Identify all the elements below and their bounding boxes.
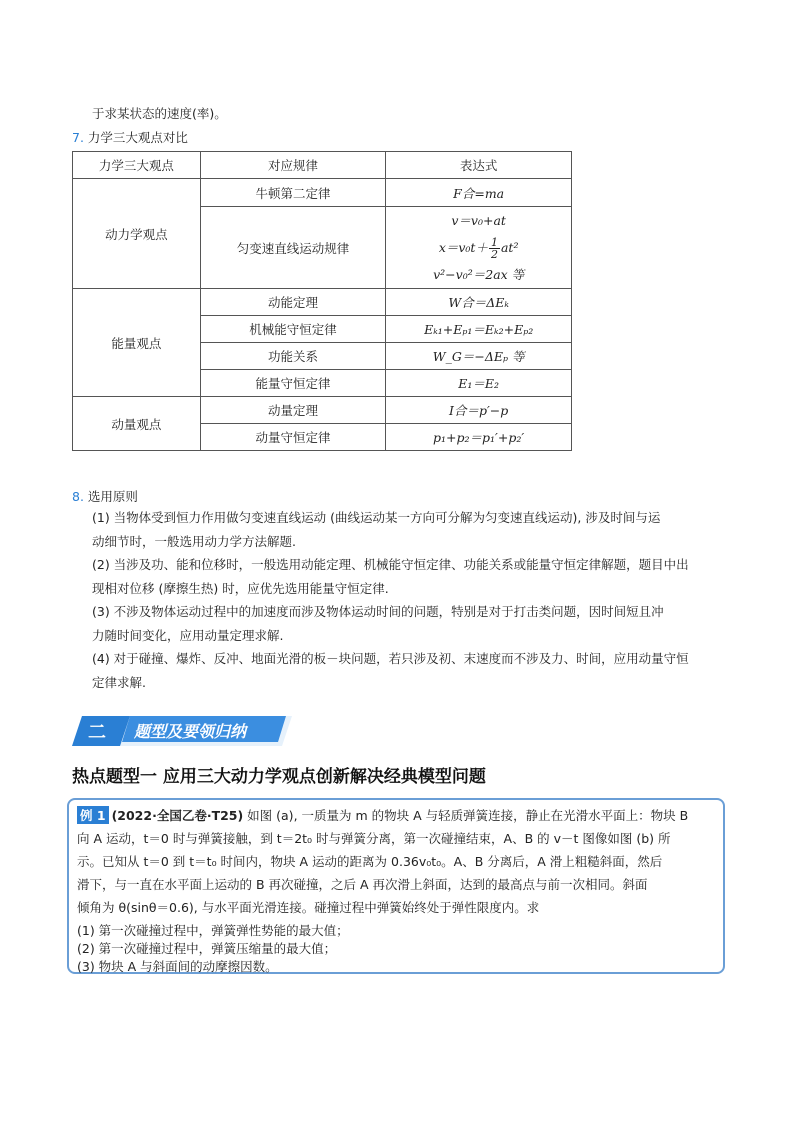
table-header: 表达式 — [386, 152, 572, 179]
fraction-denominator: 2 — [490, 248, 498, 261]
question-3: (3) 物块 A 与斜面间的动摩擦因数。 — [77, 959, 278, 974]
section-8-heading — [72, 487, 138, 505]
law-cell: 牛顿第二定律 — [200, 179, 386, 207]
formula-cell: Eₖ₁+Eₚ₁＝Eₖ₂+Eₚ₂ — [386, 316, 572, 343]
law-cell: 功能关系 — [200, 343, 386, 370]
table-header: 对应规律 — [200, 152, 386, 179]
paragraph-line: 定律求解. — [92, 674, 146, 690]
mechanics-viewpoints-table — [72, 151, 572, 451]
example-text: 倾角为 θ(sinθ＝0.6), 与水平面光滑连接。碰撞过程中弹簧始终处于弹性限度内。求 — [77, 900, 540, 915]
question-1: (1) 第一次碰撞过程中，弹簧弹性势能的最大值； — [77, 923, 349, 938]
continued-text: 于求某状态的速度(率)。 — [92, 106, 227, 121]
formula-cell — [386, 207, 572, 289]
table-row — [73, 289, 572, 316]
section-number: 7. — [72, 130, 84, 145]
principles-list — [92, 506, 712, 694]
example-first-line — [77, 806, 688, 824]
formula-part: at² — [500, 240, 519, 255]
law-cell: 动量定理 — [200, 397, 386, 424]
paragraph-line: 现相对位移 (摩擦生热) 时，应优先选用能量守恒定律. — [92, 580, 389, 596]
formula-cell: W合＝ΔEₖ — [386, 289, 572, 316]
formula-line: v＝v₀+at — [451, 213, 506, 228]
group-energy: 能量观点 — [73, 289, 201, 397]
banner-title: 题型及要领归纳 — [134, 722, 247, 741]
table-header: 力学三大观点 — [73, 152, 201, 179]
law-cell: 机械能守恒定律 — [200, 316, 386, 343]
example-text: 示。已知从 t＝0 到 t＝t₀ 时间内，物块 A 运动的距离为 0.36v₀t₀。A、B 分离后，A 滑上粗糙斜面，然后 — [77, 854, 663, 869]
section-banner — [72, 712, 292, 748]
section-number: 8. — [72, 489, 84, 504]
paragraph-line: (3) 不涉及物体运动过程中的加速度而涉及物体运动时间的问题，特别是对于打击类问题，因时间短且冲 — [92, 604, 664, 619]
example-text: 滑下，与一直在水平面上运动的 B 再次碰撞，之后 A 再次滑上斜面，达到的最高点与前一次相同。斜面 — [77, 877, 648, 892]
formula-line: v²−v₀²＝2ax 等 — [433, 267, 525, 282]
group-momentum: 动量观点 — [73, 397, 201, 451]
group-dynamics: 动力学观点 — [73, 179, 201, 289]
table-row — [73, 179, 572, 207]
example-box — [67, 798, 725, 974]
example-text: 如图 (a), 一质量为 m 的物块 A 与轻质弹簧连接，静止在光滑水平面上：物块 B — [243, 808, 689, 823]
example-source: (2022·全国乙卷·T25) — [111, 808, 244, 823]
paragraph-line: (2) 当涉及功、能和位移时，一般选用动能定理、机械能守恒定律、功能关系或能量守恒定律解题，题目中出 — [92, 557, 689, 572]
formula-cell: F合=ma — [386, 179, 572, 207]
formula-line — [386, 234, 571, 261]
section-7-heading — [72, 128, 188, 146]
formula-cell: I合＝p′−p — [386, 397, 572, 424]
paragraph-line: 动细节时，一般选用动力学方法解题. — [92, 533, 296, 549]
hot-topic-title: 热点题型一 应用三大动力学观点创新解决经典模型问题 — [72, 767, 486, 787]
paragraph-line: (4) 对于碰撞、爆炸、反冲、地面光滑的板－块问题，若只涉及初、末速度而不涉及力、时间，应用动量守恒 — [92, 651, 689, 666]
formula-cell: W_G＝−ΔEₚ 等 — [386, 343, 572, 370]
section-title: 力学三大观点对比 — [87, 130, 188, 145]
law-cell: 动能定理 — [200, 289, 386, 316]
banner-number: 二 — [88, 722, 106, 743]
paragraph-line: 力随时间变化，应用动量定理求解. — [92, 627, 284, 643]
law-cell: 动量守恒定律 — [200, 424, 386, 451]
table-header-row — [73, 152, 572, 179]
question-2: (2) 第一次碰撞过程中，弹簧压缩量的最大值； — [77, 941, 337, 956]
table-row — [73, 397, 572, 424]
law-cell: 匀变速直线运动规律 — [200, 207, 386, 289]
formula-cell: p₁+p₂＝p₁′+p₂′ — [386, 424, 572, 451]
paragraph-line: (1) 当物体受到恒力作用做匀变速直线运动 (曲线运动某一方向可分解为匀变速直线运动), 涉及时间与运 — [92, 510, 661, 525]
formula-part: x＝v₀t＋ — [438, 240, 488, 255]
law-cell: 能量守恒定律 — [200, 370, 386, 397]
section-title: 选用原则 — [87, 489, 138, 504]
example-text: 向 A 运动，t＝0 时与弹簧接触，到 t＝2t₀ 时与弹簧分离，第一次碰撞结束，A、B 的 v－t 图像如图 (b) 所 — [77, 831, 671, 846]
formula-cell: E₁＝E₂ — [386, 370, 572, 397]
example-tag: 例 1 — [77, 806, 109, 824]
fraction — [489, 237, 500, 260]
fraction-numerator: 1 — [490, 236, 498, 249]
